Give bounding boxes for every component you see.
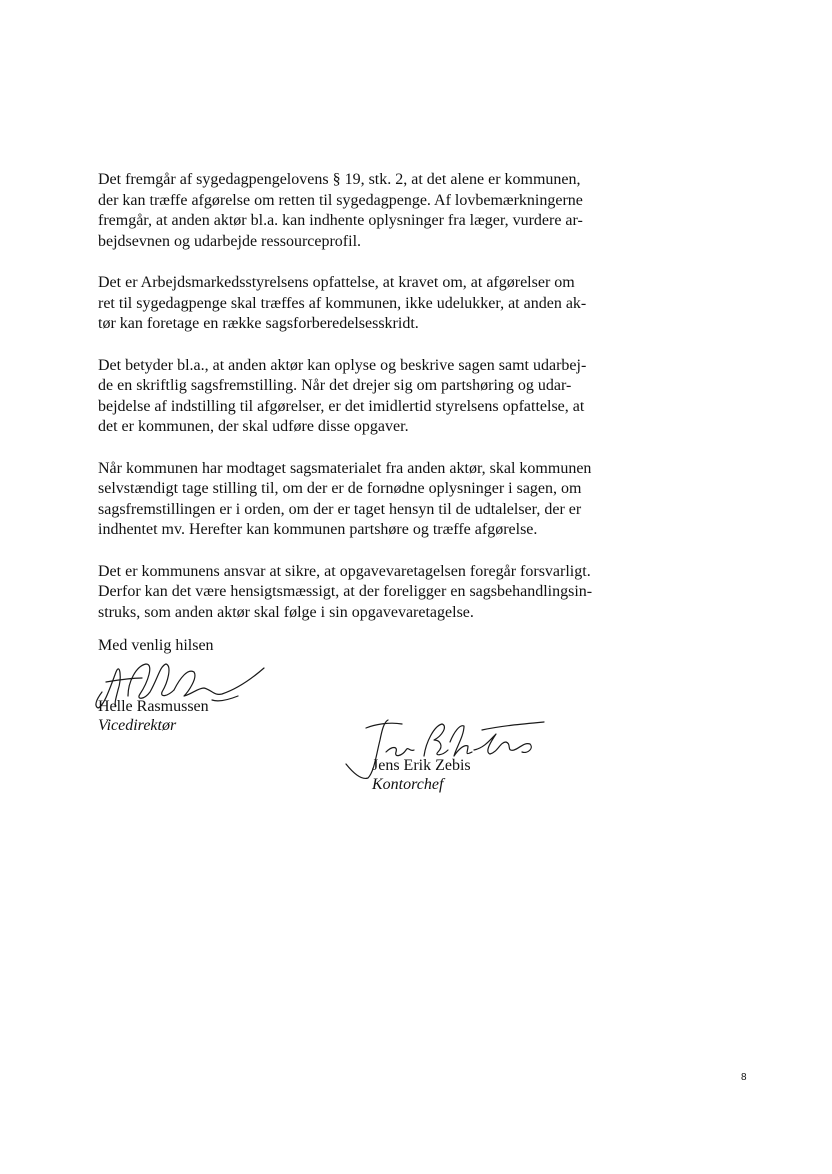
text-line: der kan træffe afgørelse om retten til sygedagpenge. Af lovbemærkningerne xyxy=(98,191,583,209)
text-line: det er kommunen, der skal udføre disse opgaver. xyxy=(98,418,409,435)
text-line: Det betyder bl.a., at anden aktør kan oplyse og beskrive sagen samt udarbej- xyxy=(98,356,587,374)
paragraph-1 xyxy=(98,170,658,252)
text-line: Derfor kan det være hensigtsmæssigt, at der foreligger en sagsbehandlingsin- xyxy=(98,583,593,600)
text-line: Det fremgår af sygedagpengelovens § 19, stk. 2, at det alene er kommunen, xyxy=(98,171,581,188)
text-line: indhentet mv. Herefter kan kommunen partshøre og træffe afgørelse. xyxy=(98,521,538,538)
signatory-1-name: Helle Rasmussen xyxy=(98,698,209,715)
letter-body xyxy=(98,170,658,644)
signatory-2-title: Kontorchef xyxy=(372,776,444,793)
text-line: Det er kommunens ansvar at sikre, at opgavevaretagelsen foregår forsvarligt. xyxy=(98,562,591,580)
text-line: struks, som anden aktør skal følge i sin opgavevaretagelse. xyxy=(98,603,474,621)
text-line: bejdelse af indstilling til afgørelser, er det imidlertid styrelsens opfattelse, at xyxy=(98,397,585,415)
closing-salutation: Med venlig hilsen xyxy=(98,637,214,654)
page-number: 8 xyxy=(741,1072,747,1083)
text-line: tør kan foretage en række sagsforberedelsesskridt. xyxy=(98,315,419,332)
text-line: sagsfremstillingen er i orden, om der er taget hensyn til de udtalelser, der er xyxy=(98,500,582,518)
text-line: fremgår, at anden aktør bl.a. kan indhente oplysninger fra læger, vurdere ar- xyxy=(98,212,583,229)
text-line: Det er Arbejdsmarkedsstyrelsens opfattelse, at kravet om, at afgørelser om xyxy=(98,274,575,291)
text-line: Når kommunen har modtaget sagsmaterialet fra anden aktør, skal kommunen xyxy=(98,459,592,477)
text-line: de en skriftlig sagsfremstilling. Når det drejer sig om partshøring og udar- xyxy=(98,377,572,394)
paragraph-4 xyxy=(98,459,658,541)
paragraph-5 xyxy=(98,562,658,624)
text-line: selvstændigt tage stilling til, om der er de fornødne oplysninger i sagen, om xyxy=(98,480,582,497)
signatory-2-name: Jens Erik Zebis xyxy=(372,757,471,774)
paragraph-3 xyxy=(98,356,658,438)
text-line: bejdsevnen og udarbejde ressourceprofil. xyxy=(98,232,362,250)
signatory-1-title: Vicedirektør xyxy=(98,717,177,734)
text-line: ret til sygedagpenge skal træffes af kommunen, ikke udelukker, at anden ak- xyxy=(98,294,587,312)
paragraph-2 xyxy=(98,273,658,335)
